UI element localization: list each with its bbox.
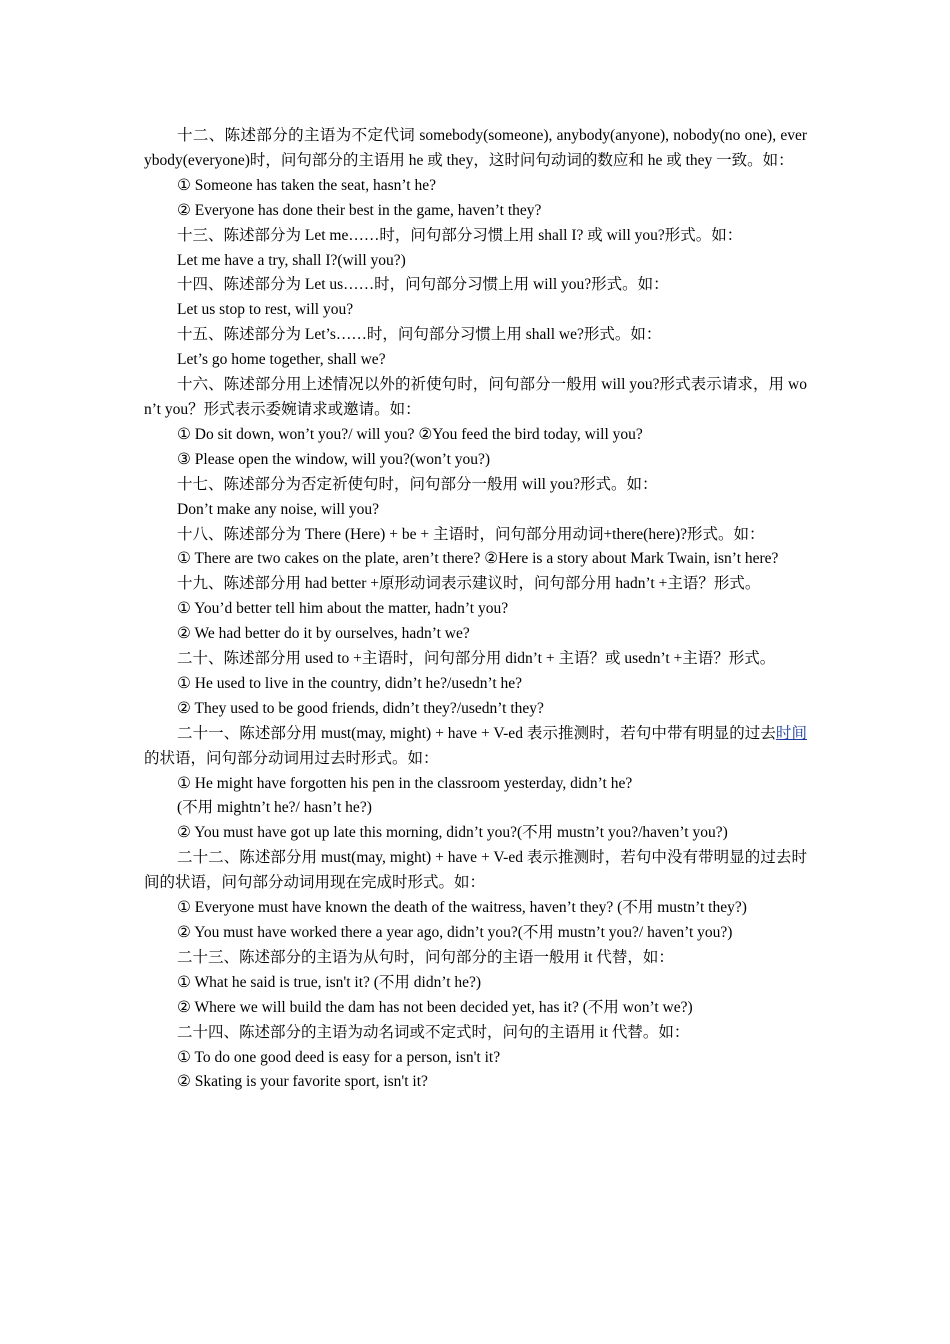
paragraph-rule-17: 十七、陈述部分为否定祈使句时，问句部分一般用 will you?形式。如： (177, 475, 658, 493)
example-sit-down: ① Do sit down, won’t you?/ will you? ②You feed the bird today, will you? (177, 425, 643, 443)
example-known-death: ① Everyone must have known the death of the waitress, haven’t they? (不用 mustn’t they?) (177, 899, 747, 917)
example-open-window: ③ Please open the window, will you?(won’t you?) (177, 450, 491, 468)
paragraph-rule-14: 十四、陈述部分为 Let us……时，问句部分习惯上用 will you?形式。如： (177, 276, 669, 294)
paragraph-rule-24: 二十四、陈述部分的主语为动名词或不定式时，问句的主语用 it 代替。如： (177, 1023, 690, 1041)
rule-21-after: 的状语，问句部分动词用过去时形式。如： (144, 749, 439, 767)
rule-21-before: 二十一、陈述部分用 must(may, might) + have + V-ed 表示推测时，若句中带有明显的过去 (177, 724, 776, 742)
paragraph-rule-23: 二十三、陈述部分的主语为从句时，问句部分的主语一般用 it 代替，如： (177, 948, 674, 966)
paragraph-rule-16: 十六、陈述部分用上述情况以外的祈使句时，问句部分一般用 will you?形式表示请求，用 won’t you？形式表示委婉请求或邀请。如： (144, 376, 807, 418)
example-youd-better: ① You’d better tell him about the matter, hadn’t you? (177, 600, 509, 618)
paragraph-rule-15: 十五、陈述部分为 Let’s……时，问句部分习惯上用 shall we?形式。如： (177, 326, 662, 344)
note-not-mightnt: (不用 mightn’t he?/ hasn’t he?) (177, 799, 372, 817)
time-link[interactable]: 时间 (775, 724, 807, 742)
paragraph-rule-13: 十三、陈述部分为 Let me……时，问句部分习惯上用 shall I? 或 will you?形式。如： (177, 226, 743, 244)
example-got-up-late: ② You must have got up late this morning, didn’t you?(不用 mustn’t you?/haven’t you?) (177, 824, 728, 842)
example-used-to-be: ② They used to be good friends, didn’t they?/usedn’t they? (177, 699, 544, 717)
example-build-dam: ② Where we will build the dam has not been decided yet, has it? (不用 won’t we?) (177, 998, 693, 1016)
example-good-deed: ① To do one good deed is easy for a person, isn't it? (177, 1048, 501, 1066)
example-let-us: Let us stop to rest, will you? (177, 301, 354, 319)
example-someone: ① Someone has taken the seat, hasn’t he? (177, 176, 436, 194)
paragraph-rule-20: 二十、陈述部分用 used to +主语时，问句部分用 didn’t + 主语？或 usedn’t +主语？形式。 (177, 650, 776, 668)
example-no-noise: Don’t make any noise, will you? (177, 500, 380, 518)
example-used-to-live: ① He used to live in the country, didn’t he?/usedn’t he? (177, 674, 523, 692)
paragraph-rule-12: 十二、陈述部分的主语为不定代词 somebody(someone), anybody(anyone), nobody(no one), everybody(everyone)时，问句部分的主语用 he 或 they，这时问句动词的数应和 he 或 they 一致。如： (144, 127, 807, 169)
example-everyone: ② Everyone has done their best in the game, haven’t they? (177, 201, 542, 219)
example-let-me: Let me have a try, shall I?(will you?) (177, 251, 406, 269)
example-we-had-better: ② We had better do it by ourselves, hadn’t we? (177, 625, 470, 643)
document-body (144, 124, 807, 1095)
paragraph-rule-18: 十八、陈述部分为 There (Here) + be + 主语时，问句部分用动词+there(here)?形式。如： (177, 525, 765, 543)
paragraph-rule-22: 二十二、陈述部分用 must(may, might) + have + V-ed 表示推测时，若句中没有带明显的过去时间的状语，问句部分动词用现在完成时形式。如： (144, 849, 807, 892)
example-might-have-forgotten: ① He might have forgotten his pen in the classroom yesterday, didn’t he? (177, 774, 633, 792)
example-skating: ② Skating is your favorite sport, isn't it? (177, 1073, 428, 1091)
example-worked-there: ② You must have worked there a year ago, didn’t you?(不用 mustn’t you?/ haven’t you?) (177, 924, 733, 941)
example-what-he-said: ① What he said is true, isn't it? (不用 didn’t he?) (177, 973, 482, 991)
example-lets: Let’s go home together, shall we? (177, 351, 386, 369)
paragraph-rule-19: 十九、陈述部分用 had better +原形动词表示建议时，问句部分用 hadn’t +主语？形式。 (177, 575, 761, 593)
example-there-here: ① There are two cakes on the plate, aren’t there? ②Here is a story about Mark Twain, isn’t here? (177, 550, 779, 568)
paragraph-rule-21 (144, 722, 807, 772)
